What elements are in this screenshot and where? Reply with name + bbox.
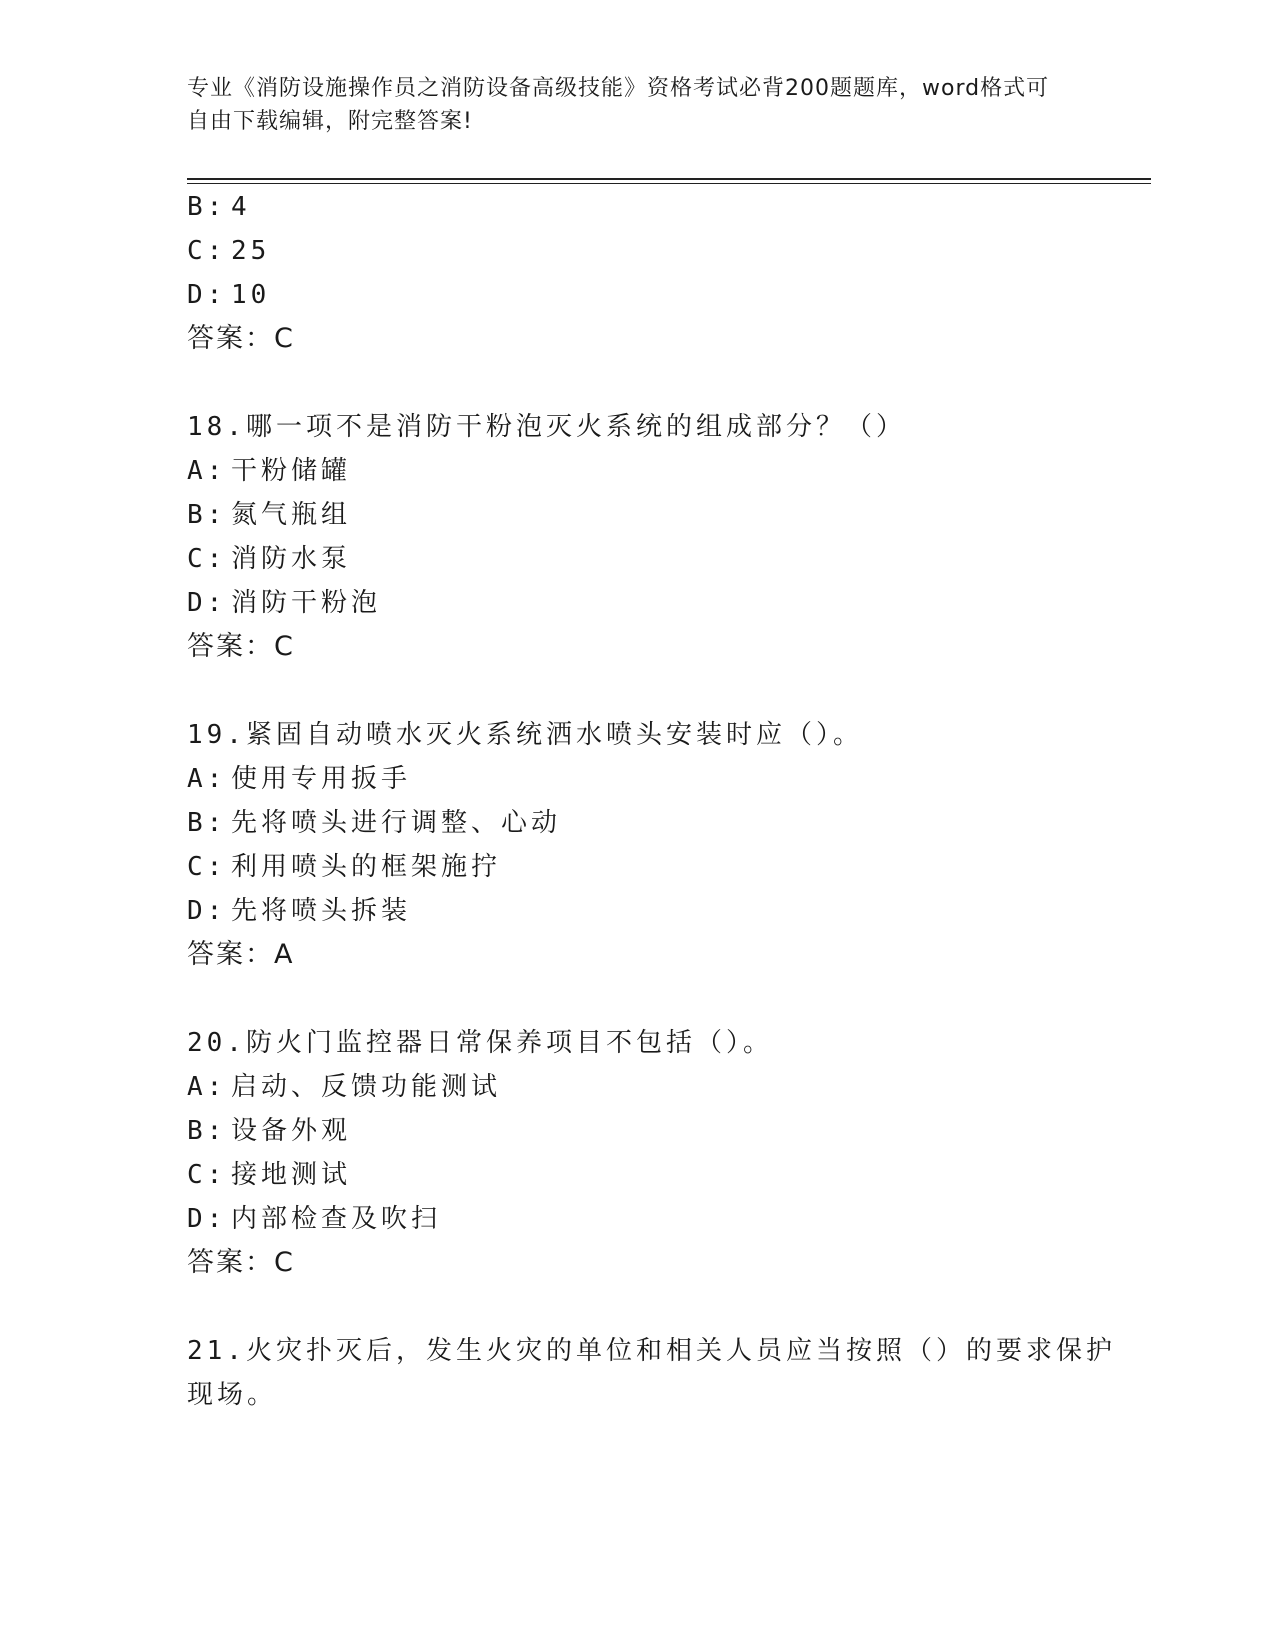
option-line: D: 消防干粉泡 (187, 588, 382, 618)
option-line: A: 干粉储罐 (187, 456, 352, 486)
option-line: C: 接地测试 (187, 1160, 352, 1190)
option-line: D: 10 (187, 280, 271, 310)
document-header: 专业《消防设施操作员之消防设备高级技能》资格考试必背200题题库，word格式可自由下载编辑，附完整答案! (187, 76, 1050, 134)
answer-line: 答案：C (187, 1247, 295, 1278)
header-rule-thin (187, 183, 1151, 184)
option-line: C: 25 (187, 236, 271, 266)
option-line: D: 内部检查及吹扫 (187, 1204, 442, 1234)
question-stem: 20.防火门监控器日常保养项目不包括（）。 (187, 1028, 773, 1058)
option-line: B: 设备外观 (187, 1116, 352, 1146)
question-stem: 18.哪一项不是消防干粉泡灭火系统的组成部分？（） (187, 412, 906, 442)
question-stem: 21.火灾扑灭后，发生火灾的单位和相关人员应当按照（）的要求保护 (187, 1336, 1116, 1366)
question-stem-continued: 现场。 (187, 1380, 278, 1410)
option-line: A: 启动、反馈功能测试 (187, 1072, 502, 1102)
header-rule-thick (187, 178, 1151, 180)
option-line: B: 氮气瓶组 (187, 500, 352, 530)
option-line: C: 消防水泵 (187, 544, 352, 574)
option-line: B: 4 (187, 192, 251, 222)
answer-line: 答案：C (187, 323, 295, 354)
option-line: C: 利用喷头的框架施拧 (187, 852, 502, 882)
option-line: A: 使用专用扳手 (187, 764, 412, 794)
option-line: B: 先将喷头进行调整、心动 (187, 808, 562, 838)
question-stem: 19.紧固自动喷水灭火系统洒水喷头安装时应（）。 (187, 720, 863, 750)
option-line: D: 先将喷头拆装 (187, 896, 412, 926)
answer-line: 答案：C (187, 631, 295, 662)
answer-line: 答案：A (187, 939, 295, 970)
